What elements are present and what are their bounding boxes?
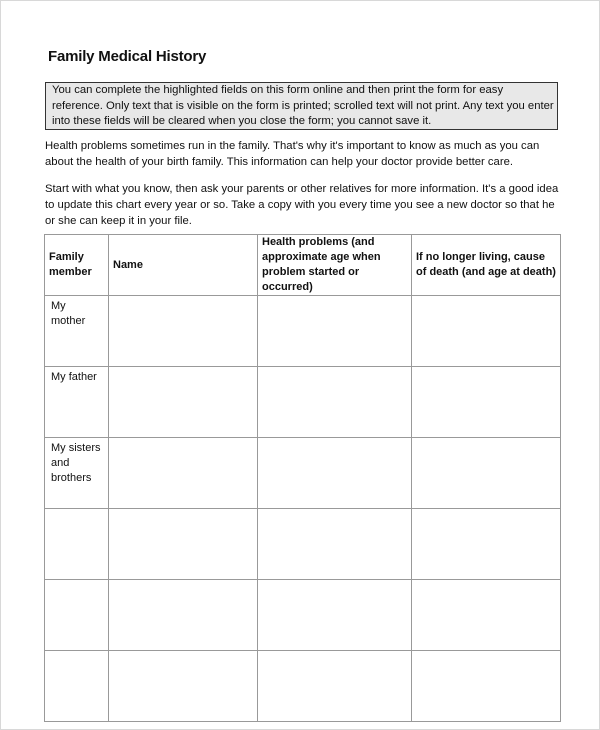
table-row — [45, 296, 561, 367]
cause-of-death-field[interactable] — [412, 438, 561, 509]
header-cause-of-death: If no longer living, cause of death (and age at death) — [412, 235, 561, 296]
name-field[interactable] — [109, 296, 258, 367]
family-member-cell: My sisters and brothers — [45, 438, 109, 509]
health-problems-field[interactable] — [258, 580, 412, 651]
header-name: Name — [109, 235, 258, 296]
intro-paragraph: Health problems sometimes run in the family. That's why it's important to know as much as you can about the health of your birth family. This information can help your doctor provide better care. — [45, 140, 540, 168]
cause-of-death-field[interactable] — [412, 367, 561, 438]
table-header-row — [45, 235, 561, 296]
header-health-problems: Health problems (and approximate age when problem started or occurred) — [258, 235, 412, 296]
family-history-table — [44, 234, 561, 722]
family-member-cell: My father — [45, 367, 109, 438]
name-field[interactable] — [109, 367, 258, 438]
table-row — [45, 509, 561, 580]
table-row — [45, 651, 561, 722]
family-member-cell — [45, 509, 109, 580]
table-row — [45, 580, 561, 651]
name-field[interactable] — [109, 509, 258, 580]
cause-of-death-field[interactable] — [412, 296, 561, 367]
name-field[interactable] — [109, 651, 258, 722]
family-member-cell — [45, 580, 109, 651]
cause-of-death-field[interactable] — [412, 509, 561, 580]
health-problems-field[interactable] — [258, 438, 412, 509]
name-field[interactable] — [109, 580, 258, 651]
header-family-member: Family member — [45, 235, 109, 296]
cause-of-death-field[interactable] — [412, 580, 561, 651]
family-member-cell: My mother — [45, 296, 109, 367]
page-title: Family Medical History — [48, 48, 207, 65]
family-member-cell — [45, 651, 109, 722]
health-problems-field[interactable] — [258, 296, 412, 367]
health-problems-field[interactable] — [258, 367, 412, 438]
table-row — [45, 367, 561, 438]
form-notice: You can complete the highlighted fields on this form online and then print the form for easy reference. Only text that is visible on the form is printed; scrolled text will not print. Any text you enter into these fields will be cleared when you close the form; you cannot save it. — [45, 82, 558, 130]
health-problems-field[interactable] — [258, 651, 412, 722]
name-field[interactable] — [109, 438, 258, 509]
table-row — [45, 438, 561, 509]
health-problems-field[interactable] — [258, 509, 412, 580]
cause-of-death-field[interactable] — [412, 651, 561, 722]
instructions-paragraph: Start with what you know, then ask your parents or other relatives for more information. It's a good idea to update this chart every year or so. Take a copy with you every time you see a new doctor so that he or she can keep it in your file. — [45, 183, 559, 227]
